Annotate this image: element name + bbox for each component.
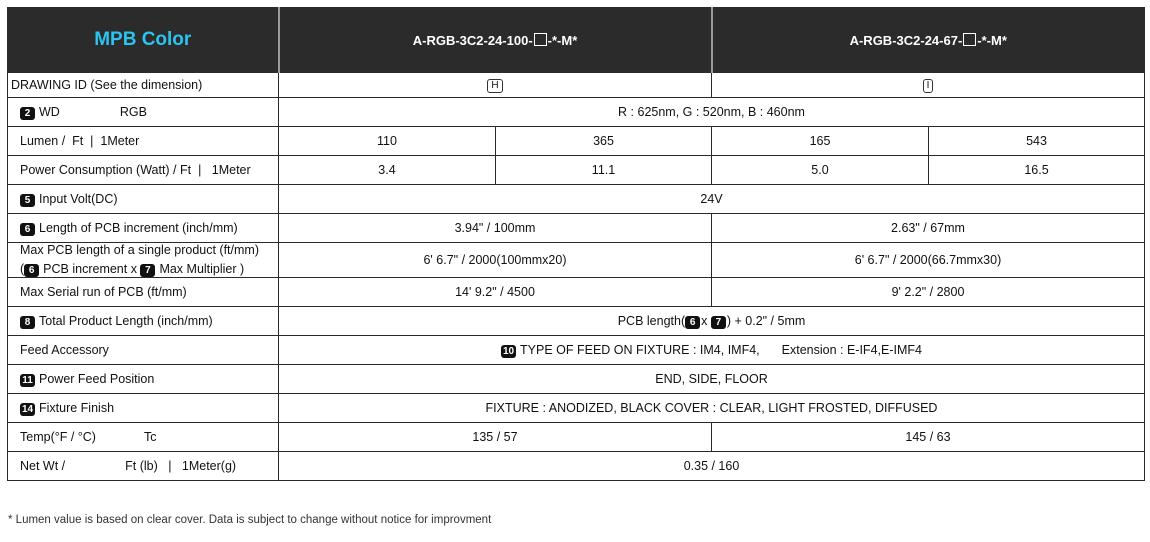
model-a-suffix: -*-M*	[547, 32, 578, 48]
input-volt-label-cell	[8, 185, 279, 214]
wd-label-rgb: RGB	[119, 104, 147, 119]
row-total-length	[8, 307, 1145, 336]
num-badge: 6	[685, 316, 700, 329]
model-b-header	[712, 8, 1145, 73]
power-feed-label-cell	[8, 365, 279, 394]
fixture-finish-label: Fixture Finish	[39, 400, 115, 415]
num-badge: 10	[502, 345, 515, 357]
num-badge: 8	[20, 316, 35, 329]
lumen-label-ft: Ft	[72, 134, 84, 148]
row-power-feed	[8, 365, 1145, 394]
row-feed-accessory	[8, 336, 1145, 365]
power-a-meter: 11.1	[496, 156, 712, 185]
power-feed-label: Power Feed Position	[39, 371, 155, 386]
feed-extension: Extension : E-IF4,E-IMF4	[781, 342, 922, 357]
row-pcb-increment	[8, 214, 1145, 243]
net-wt-label-meter: 1Meter(g)	[181, 459, 237, 473]
lumen-a-ft: 110	[279, 127, 496, 156]
temp-label-tc: Tc	[143, 430, 157, 444]
drawing-id-a: H	[487, 79, 502, 93]
net-wt-label: Net Wt /	[20, 459, 66, 473]
row-lumen	[8, 127, 1145, 156]
model-a-prefix: A-RGB-3C2-24-100-	[412, 32, 533, 48]
pcb-increment-b: 2.63" / 67mm	[712, 214, 1145, 243]
wd-value: R : 625nm, G : 520nm, B : 460nm	[279, 98, 1145, 127]
total-length-post: ) + 0.2" / 5mm	[726, 313, 806, 328]
max-pcb-paren: (	[20, 262, 25, 276]
row-max-serial	[8, 278, 1145, 307]
feed-accessory-label: Feed Accessory	[8, 336, 279, 365]
power-label-cell: Power Consumption (Watt) / Ft | 1Meter	[8, 156, 279, 185]
spec-table	[7, 7, 1145, 481]
drawing-id-a-cell	[279, 73, 712, 98]
power-label-meter: 1Meter	[211, 163, 251, 177]
total-length-label: Total Product Length (inch/mm)	[39, 313, 213, 328]
net-wt-value: 0.35 / 160	[279, 452, 1145, 481]
row-wd	[8, 98, 1145, 127]
power-a-ft: 3.4	[279, 156, 496, 185]
lumen-b-meter: 543	[929, 127, 1145, 156]
total-length-value	[279, 307, 1145, 336]
drawing-id-b-cell	[712, 73, 1145, 98]
max-pcb-b: 6' 6.7" / 2000(66.7mmx30)	[712, 243, 1145, 278]
input-volt-label: Input Volt(DC)	[39, 191, 118, 206]
num-badge: 5	[20, 194, 35, 207]
num-badge: 11	[20, 374, 35, 387]
temp-label-cell	[8, 423, 279, 452]
max-pcb-a: 6' 6.7" / 2000(100mmx20)	[279, 243, 712, 278]
max-pcb-label-line2	[20, 262, 278, 277]
footnote: * Lumen value is based on clear cover. Data is subject to change without notice for improvment	[8, 514, 492, 526]
input-volt-value: 24V	[279, 185, 1145, 214]
model-b-suffix: -*-M*	[977, 32, 1007, 48]
num-badge: 6	[20, 223, 35, 236]
drawing-id-b: I	[923, 79, 934, 93]
option-box-icon	[963, 33, 976, 46]
pcb-increment-label: Length of PCB increment (inch/mm)	[39, 220, 238, 235]
pcb-increment-label-cell	[8, 214, 279, 243]
net-wt-label-cell: Net Wt / Ft (lb) | 1Meter(g)	[8, 452, 279, 481]
max-pcb-label-mid: PCB increment x	[43, 262, 137, 276]
option-box-icon	[534, 33, 547, 46]
model-a-header	[279, 8, 712, 73]
max-pcb-label-cell	[8, 243, 279, 278]
num-badge: 7	[711, 316, 726, 329]
power-feed-value: END, SIDE, FLOOR	[279, 365, 1145, 394]
lumen-label: Lumen /	[20, 134, 66, 148]
feed-accessory-value	[279, 336, 1145, 365]
fixture-finish-value: FIXTURE : ANODIZED, BLACK COVER : CLEAR, LIGHT FROSTED, DIFFUSED	[279, 394, 1145, 423]
row-input-volt	[8, 185, 1145, 214]
header-row	[8, 8, 1145, 73]
num-badge: 2	[20, 107, 35, 120]
temp-a: 135 / 57	[279, 423, 712, 452]
lumen-b-ft: 165	[712, 127, 929, 156]
max-serial-label: Max Serial run of PCB (ft/mm)	[8, 278, 279, 307]
row-fixture-finish	[8, 394, 1145, 423]
power-b-meter: 16.5	[929, 156, 1145, 185]
temp-label: Temp(°F / °C)	[20, 430, 96, 444]
feed-type: TYPE OF FEED ON FIXTURE : IM4, IMF4,	[520, 342, 760, 357]
num-badge: 14	[21, 403, 34, 415]
pcb-increment-a: 3.94" / 100mm	[279, 214, 712, 243]
num-badge: 7	[140, 264, 155, 277]
lumen-label-cell: Lumen / Ft | 1Meter	[8, 127, 279, 156]
temp-b: 145 / 63	[712, 423, 1145, 452]
model-b-prefix: A-RGB-3C2-24-67-	[849, 32, 963, 48]
wd-label-cell	[8, 98, 279, 127]
net-wt-label-ft: Ft (lb)	[125, 459, 158, 473]
max-serial-a: 14' 9.2" / 4500	[279, 278, 712, 307]
brand-title: MPB Color	[8, 8, 279, 73]
max-pcb-label-end: Max Multiplier )	[159, 262, 245, 276]
total-length-pre: PCB length(	[617, 313, 686, 328]
row-temp	[8, 423, 1145, 452]
num-badge: 6	[24, 264, 39, 277]
power-b-ft: 5.0	[712, 156, 929, 185]
max-serial-b: 9' 2.2" / 2800	[712, 278, 1145, 307]
max-pcb-label-line1: Max PCB length of a single product (ft/mm)	[20, 243, 259, 257]
row-max-pcb	[8, 243, 1145, 278]
row-net-wt	[8, 452, 1145, 481]
total-length-label-cell	[8, 307, 279, 336]
lumen-label-meter: 1Meter	[100, 134, 140, 148]
wd-label: WD	[39, 104, 60, 119]
row-drawing-id	[8, 73, 1145, 98]
row-power	[8, 156, 1145, 185]
fixture-finish-label-cell	[8, 394, 279, 423]
lumen-a-meter: 365	[496, 127, 712, 156]
power-label: Power Consumption (Watt) / Ft	[20, 163, 192, 177]
drawing-id-label: DRAWING ID (See the dimension)	[8, 73, 279, 98]
total-length-x: x	[701, 313, 708, 328]
